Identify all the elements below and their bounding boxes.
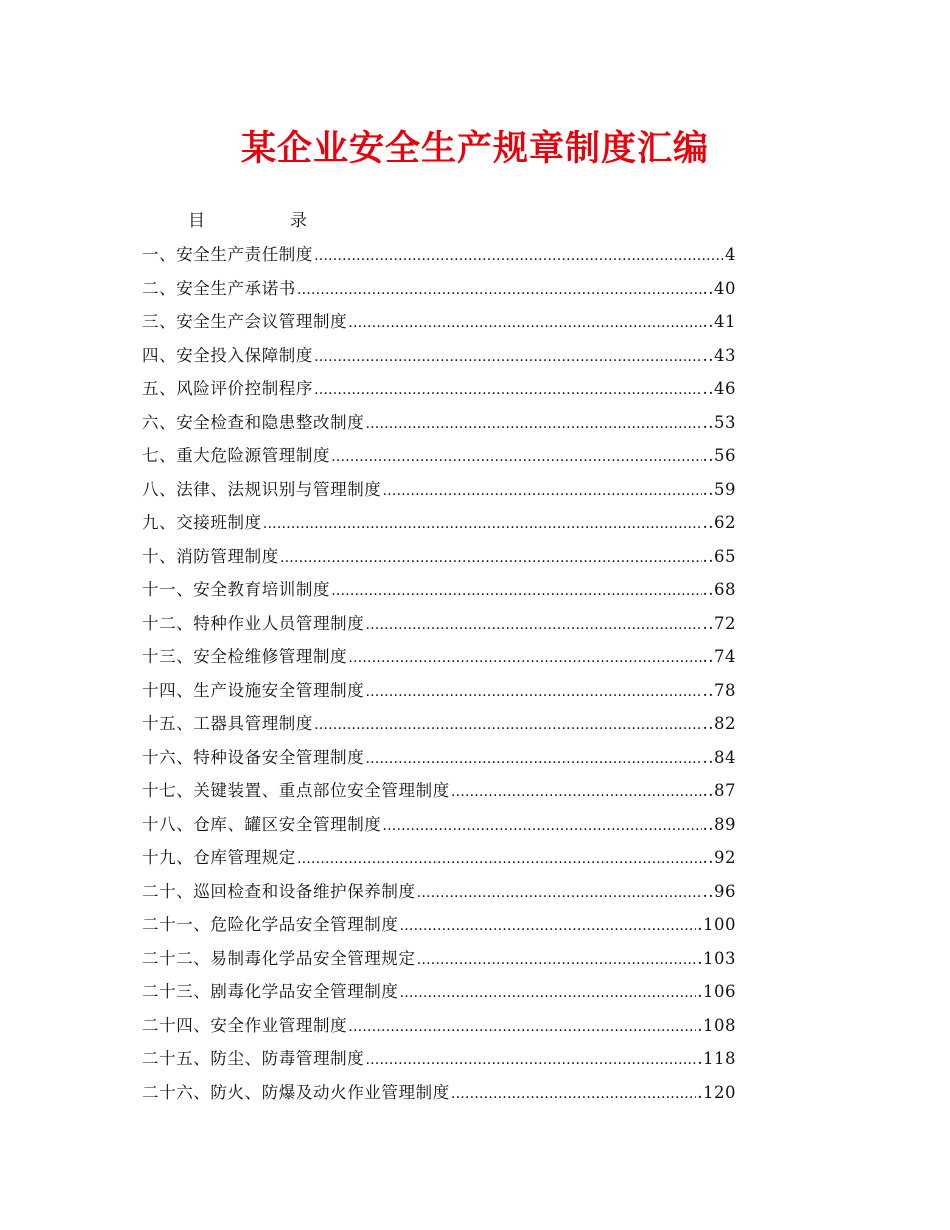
toc-entry[interactable] — [142, 372, 736, 406]
toc-leader-dots — [297, 843, 702, 877]
toc-entry-page: ..56 — [702, 446, 736, 465]
toc-entry[interactable] — [142, 305, 736, 339]
toc-entry-page: ..82 — [702, 714, 736, 733]
toc-entry[interactable] — [142, 272, 736, 306]
toc-entry-label: 十三、安全检维修管理制度 — [142, 647, 348, 666]
toc-entry-page: ..62 — [702, 513, 736, 532]
toc-entry-label: 六、安全检查和隐患整改制度 — [142, 412, 365, 432]
toc-entry-label: 十六、特种设备安全管理制度 — [142, 747, 365, 767]
toc-entry-page: ..87 — [702, 781, 736, 800]
toc-entry-label: 二十六、防火、防爆及动火作业管理制度 — [142, 1082, 450, 1102]
toc-entry[interactable] — [142, 573, 736, 607]
toc-entry-label: 二十二、易制毒化学品安全管理规定 — [142, 948, 416, 968]
toc-entry-page: ..78 — [702, 680, 736, 700]
table-of-contents — [142, 238, 736, 1109]
toc-entry-label: 五、风险评价控制程序 — [142, 379, 313, 398]
toc-entry-page: ..68 — [702, 580, 736, 599]
toc-entry-page: .106 — [697, 982, 736, 1001]
toc-entry-label: 十九、仓库管理规定 — [142, 848, 296, 867]
toc-leader-dots — [417, 877, 702, 911]
toc-leader-dots — [348, 642, 701, 676]
toc-entry-label: 九、交接班制度 — [142, 513, 262, 532]
toc-leader-dots — [263, 508, 702, 542]
toc-leader-dots — [365, 1044, 696, 1078]
toc-entry-label: 十四、生产设施安全管理制度 — [142, 680, 365, 700]
toc-entry[interactable] — [142, 875, 736, 909]
toc-entry-page: ..89 — [702, 814, 736, 834]
toc-leader-dots — [314, 709, 702, 743]
toc-entry-page: ..41 — [702, 312, 736, 331]
toc-leader-dots — [331, 441, 701, 475]
toc-entry-page: .118 — [697, 1049, 736, 1068]
toc-entry-label: 七、重大危险源管理制度 — [142, 446, 331, 465]
toc-leader-dots — [314, 374, 702, 408]
toc-entry[interactable] — [142, 741, 736, 775]
toc-entry[interactable] — [142, 908, 736, 942]
toc-entry[interactable] — [142, 1076, 736, 1110]
toc-entry-page: ..72 — [702, 613, 736, 633]
toc-entry[interactable] — [142, 707, 736, 741]
toc-entry-label: 四、安全投入保障制度 — [142, 345, 313, 365]
toc-entry[interactable] — [142, 1009, 736, 1043]
toc-entry-page: ..74 — [702, 647, 736, 666]
toc-entry[interactable] — [142, 774, 736, 808]
toc-leader-dots — [314, 341, 702, 375]
toc-entry-page: ..96 — [702, 881, 736, 901]
toc-entry-label: 十、消防管理制度 — [142, 546, 279, 566]
toc-entry-label: 二十三、剧毒化学品安全管理制度 — [142, 982, 399, 1001]
toc-entry[interactable] — [142, 841, 736, 875]
toc-leader-dots — [365, 743, 701, 777]
toc-entry[interactable] — [142, 1042, 736, 1076]
toc-entry-page: .103 — [697, 948, 736, 968]
toc-entry-label: 一、安全生产责任制度 — [142, 245, 313, 264]
toc-entry-page: ..43 — [702, 345, 736, 365]
toc-entry-page: 4 — [725, 245, 736, 264]
toc-entry[interactable] — [142, 607, 736, 641]
document-title: 某企业安全生产规章制度汇编 — [240, 128, 709, 169]
toc-entry-label: 十八、仓库、罐区安全管理制度 — [142, 814, 382, 834]
toc-entry-label: 二、安全生产承诺书 — [142, 278, 296, 298]
toc-leader-dots — [382, 475, 701, 509]
toc-entry[interactable] — [142, 506, 736, 540]
toc-entry-label: 八、法律、法规识别与管理制度 — [142, 479, 382, 499]
toc-entry-label: 十二、特种作业人员管理制度 — [142, 613, 365, 633]
toc-entry-label: 十一、安全教育培训制度 — [142, 580, 331, 599]
toc-entry-label: 二十、巡回检查和设备维护保养制度 — [142, 881, 416, 901]
toc-entry[interactable] — [142, 473, 736, 507]
toc-entry-label: 十五、工器具管理制度 — [142, 714, 313, 733]
toc-leader-dots — [451, 776, 702, 810]
toc-leader-dots — [365, 408, 701, 442]
toc-entry[interactable] — [142, 339, 736, 373]
toc-leader-dots — [400, 977, 697, 1011]
toc-entry[interactable] — [142, 640, 736, 674]
toc-heading-mu: 目 — [188, 211, 205, 231]
toc-entry[interactable] — [142, 674, 736, 708]
toc-entry-page: ..53 — [702, 412, 736, 432]
toc-leader-dots — [348, 1011, 696, 1045]
toc-heading-lu: 录 — [290, 211, 307, 231]
toc-entry[interactable] — [142, 540, 736, 574]
toc-entry-page: .100 — [697, 915, 736, 934]
toc-entry[interactable] — [142, 439, 736, 473]
toc-entry-page: .108 — [697, 1015, 736, 1035]
toc-entry-page: ..59 — [702, 479, 736, 499]
toc-entry-page: ..92 — [702, 848, 736, 867]
toc-leader-dots — [382, 810, 701, 844]
toc-entry[interactable] — [142, 238, 736, 272]
toc-leader-dots — [365, 676, 701, 710]
toc-entry[interactable] — [142, 406, 736, 440]
toc-leader-dots — [314, 240, 724, 274]
toc-entry-label: 十七、关键装置、重点部位安全管理制度 — [142, 781, 450, 800]
toc-leader-dots — [348, 307, 701, 341]
toc-entry-label: 三、安全生产会议管理制度 — [142, 312, 348, 331]
toc-leader-dots — [297, 274, 702, 308]
toc-entry[interactable] — [142, 975, 736, 1009]
toc-entry-page: ..46 — [702, 379, 736, 398]
toc-entry-label: 二十四、安全作业管理制度 — [142, 1015, 348, 1035]
toc-entry-label: 二十五、防尘、防毒管理制度 — [142, 1049, 365, 1068]
toc-entry-page: ..84 — [702, 747, 736, 767]
toc-entry-label: 二十一、危险化学品安全管理制度 — [142, 915, 399, 934]
toc-entry[interactable] — [142, 942, 736, 976]
toc-leader-dots — [280, 542, 702, 576]
toc-leader-dots — [417, 944, 697, 978]
toc-entry-page: ..65 — [702, 546, 736, 566]
toc-entry-page: .120 — [697, 1082, 736, 1102]
toc-leader-dots — [451, 1078, 696, 1112]
toc-leader-dots — [331, 575, 701, 609]
toc-entry[interactable] — [142, 808, 736, 842]
toc-leader-dots — [365, 609, 701, 643]
toc-entry-page: ..40 — [702, 278, 736, 298]
toc-leader-dots — [400, 910, 697, 944]
